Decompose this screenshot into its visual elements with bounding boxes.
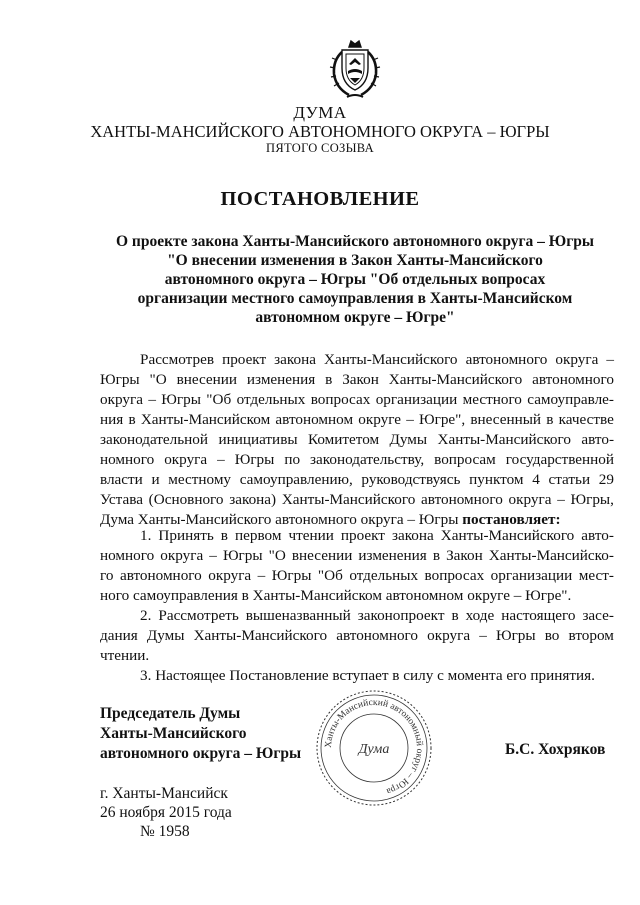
subject-line: "О внесении изменения в Закон Ханты-Мансийского [167, 252, 543, 269]
position-line: Ханты-Мансийского [100, 725, 247, 742]
text-line: законодательной инициативы Комитетом Думы Ханты-Мансийского авто- [100, 431, 614, 448]
text-line: 2. Рассмотреть вышеназванный законопроект в ходе настоящего засе- [140, 607, 614, 624]
coat-of-arms-emblem [329, 38, 381, 100]
text-line: го автономного округа – Югры "Об отдельных вопросах организации мест- [100, 567, 614, 584]
org-name: ДУМА [293, 103, 347, 122]
text-line: номного округа – Югры "О внесении изменения в Закон Ханты-Мансийско- [100, 547, 614, 564]
preamble [100, 350, 614, 530]
text-line: власти и местному самоуправлению, руководствуясь пунктом 4 статьи 29 [100, 471, 614, 488]
text-line: номного округа – Югры по законодательству, вопросам государственной [100, 451, 614, 468]
position-line: автономного округа – Югры [100, 745, 302, 762]
text-line: чтении. [100, 647, 150, 664]
text-line: 3. Настоящее Постановление вступает в силу с момента его принятия. [140, 667, 595, 684]
subject-line: автономном округе – Югре" [255, 309, 455, 326]
official-seal [312, 686, 436, 810]
text-line: Рассмотрев проект закона Ханты-Мансийского автономного округа – [140, 351, 614, 368]
decree-word: постановляет: [462, 511, 561, 528]
preamble-last-text: Дума Ханты-Мансийского автономного округа – Югры [100, 511, 459, 528]
text-line: Устава (Основного закона) Ханты-Мансийского автономного округа – Югры, [100, 491, 614, 508]
text-line: ния в Ханты-Мансийском автономном округе – Югре", внесенный в качестве [100, 411, 614, 428]
text-line: округа – Югры "Об отдельных вопросах организации местного самоуправле- [100, 391, 614, 408]
text-line: 1. Принять в первом чтении проект закона Ханты-Мансийского авто- [140, 527, 614, 544]
org-region: ХАНТЫ-МАНСИЙСКОГО АВТОНОМНОГО ОКРУГА – ЮГРЫ [90, 122, 550, 141]
document-footer [100, 784, 232, 841]
subject-line: автономного округа – Югры "Об отдельных вопросах [164, 271, 546, 288]
text-line: дания Думы Ханты-Мансийского автономного округа – Югры во втором [100, 627, 614, 644]
decision-items [100, 526, 614, 686]
seal-ring-text: Ханты-Мансийский автономный округ – Югра [323, 697, 425, 796]
convocation: ПЯТОГО СОЗЫВА [266, 141, 374, 155]
signatory-name: Б.С. Хохряков [505, 741, 606, 758]
signatory-position [100, 704, 301, 764]
text-line: ного самоуправления в Ханты-Мансийском автономном округе – Югре". [100, 587, 572, 604]
subject-line: организации местного самоуправления в Ханты-Мансийском [137, 290, 573, 307]
date: 26 ноября 2015 года [100, 804, 232, 821]
text-line: Югры "О внесении изменения в Закон Ханты-Мансийского автономного [100, 371, 614, 388]
subject-line: О проекте закона Ханты-Мансийского автономного округа – Югры [115, 233, 594, 250]
document-subject [100, 232, 610, 327]
document-number: № 1958 [140, 823, 190, 840]
city: г. Ханты-Мансийск [100, 785, 228, 802]
seal-center-text: Дума [358, 742, 390, 757]
document-type: ПОСТАНОВЛЕНИЕ [220, 188, 420, 210]
position-line: Председатель Думы [100, 705, 241, 722]
